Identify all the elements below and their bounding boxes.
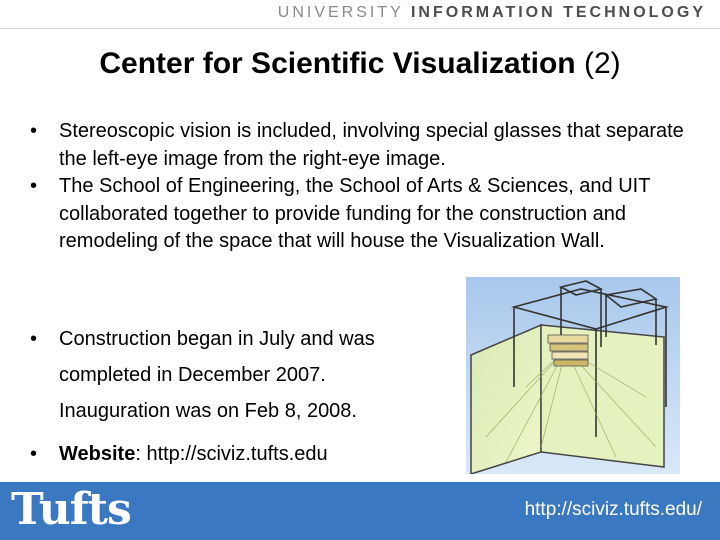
header-bar bbox=[0, 0, 720, 28]
bullet-dot-icon: • bbox=[30, 443, 38, 465]
bullet-item-4 bbox=[28, 440, 448, 468]
bullet-item-4-inner bbox=[28, 440, 448, 468]
website-label: Website bbox=[59, 443, 136, 465]
bullet-dot-icon: • bbox=[30, 328, 38, 350]
bullet-text-2: The School of Engineering, the School of Arts & Sciences, and UIT collaborated together to provide funding for the construction and remodeling of the space that will house the Visualization Wall. bbox=[59, 175, 651, 252]
bullet-list bbox=[28, 118, 688, 256]
slide-title-suffix: (2) bbox=[583, 47, 621, 80]
bullet-item-2 bbox=[28, 173, 688, 256]
header-divider bbox=[0, 28, 720, 29]
bullet-3-line-2: completed in December 2007. bbox=[59, 364, 326, 386]
uit-department: INFORMATION TECHNOLOGY bbox=[410, 4, 706, 21]
footer-url-link[interactable]: http://sciviz.tufts.edu/ bbox=[524, 499, 702, 520]
bullet-3-line-1: Construction began in July and was bbox=[59, 328, 375, 350]
bullet-dot-icon: • bbox=[30, 120, 38, 142]
footer-bar bbox=[0, 482, 720, 540]
bullet-3-line-3: Inauguration was on Feb 8, 2008. bbox=[59, 400, 357, 422]
bullet-dot-icon: • bbox=[30, 175, 38, 197]
slide-title-main: Center for Scientific Visualization bbox=[99, 47, 576, 80]
bullet-item-3-inner bbox=[28, 321, 448, 429]
uit-university: UNIVERSITY bbox=[277, 4, 404, 21]
website-url[interactable]: : http://sciviz.tufts.edu bbox=[135, 443, 328, 465]
uit-wordmark bbox=[278, 4, 706, 22]
bullet-text-1: Stereoscopic vision is included, involving special glasses that separate the left-eye image from the right-eye image. bbox=[59, 120, 684, 170]
bullet-item-1 bbox=[28, 118, 688, 173]
tufts-logo: Tufts bbox=[11, 484, 131, 535]
visualization-wall-diagram bbox=[466, 277, 680, 474]
bullet-item-3 bbox=[28, 321, 448, 429]
slide-title bbox=[0, 47, 720, 81]
